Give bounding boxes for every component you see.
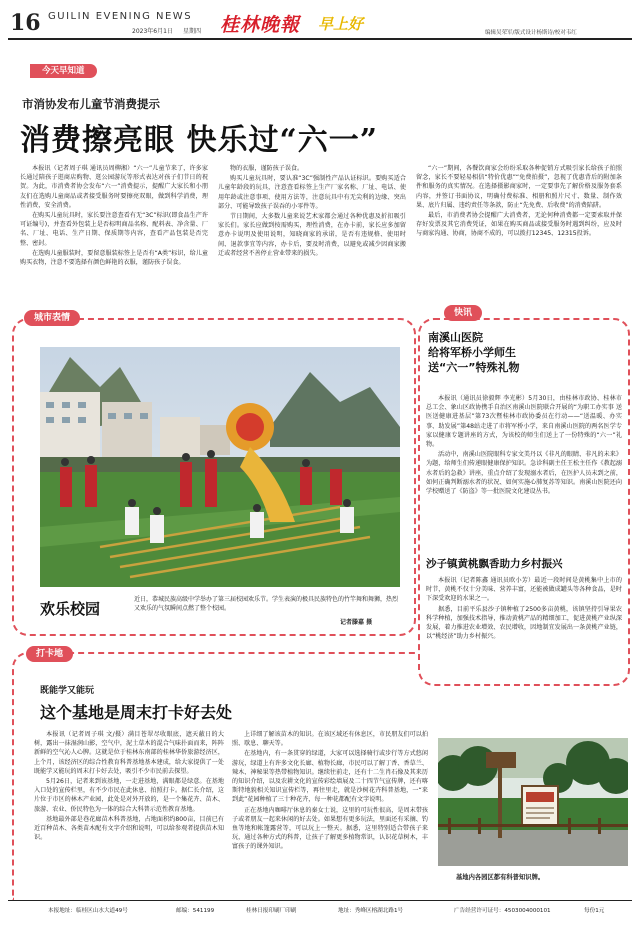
footer-postcode: 邮编：541199 bbox=[176, 908, 215, 914]
city-section-label: 城市表情 bbox=[24, 310, 80, 326]
park-illustration bbox=[438, 738, 628, 866]
photo-caption: 近日，恭城民族高级中学举办了第三届校园欢乐节。学生表演的极具民族特色的竹竿舞和舞狮，热烈又欢乐的气氛瞬间点燃了整个校园。 bbox=[134, 596, 399, 612]
masthead bbox=[0, 0, 640, 46]
title-line: 送“六一”特殊礼物 bbox=[428, 361, 520, 374]
checkin-subtitle: 既能学又能玩 bbox=[40, 686, 95, 696]
footer-printer-address: 地址：秀峰区榕湖北路1号 bbox=[338, 908, 404, 914]
paragraph: 在基地内，有一条贯穿的绿道，大家可以选择骑行或步行等方式悠闲游玩，绿道上有许多文化长廊、植物长廊，市民可以了解丁香、香草兰、辣木、神秘果等热带植物知识。继续往前走，还有十二生肖石像及其来历的知识介绍，以及农耕文化的宣传彩绘墙展及二十四节气宣传牌，还有喀斯特地貌相关知识宣传栏等，再往里走，就是沙树花卉科普基地，一“来到此”花园种植了三十种花卉，每一种花都配有文字说明。 bbox=[232, 750, 428, 804]
paragraph: 5月26日，记者来到该基地，一走进基地，满眼都是绿意。在基地入口处的宣传栏里，有不少市民在此休息、拍照打卡。据仁长介绍，这片位于市区的林木产业园，此处是对外开放的，是一个集花卉、苗木、旅游、农业、侨民特色为一体的综合大科普示范性教育基地。 bbox=[34, 778, 224, 813]
school-festival-photo bbox=[40, 347, 400, 587]
quick-story2-title: 沙子镇黄桃飘香助力乡村振兴 bbox=[426, 558, 563, 570]
footer-printer: 桂林日报印刷厂印刷 bbox=[246, 908, 297, 914]
checkin-headline: 这个基地是周末打卡好去处 bbox=[40, 703, 233, 722]
paragraph: “六一”期间，各餐饮商家会纷纷采取各种促销方式吸引家长给孩子拍照留念，家长不要轻易相信“特价优惠”“免费拍摄”，忽视了优惠背后的附加条件和服务的真实情况。在选择摄影商家时，一定要事先了解价格及服务套系内容，并签订书面协议，明确付费标准、相册和照片尺寸、数量、制作效果、底片归属、违约责任等条款，防止“先免费、后收费”的消费陷阱。 bbox=[416, 165, 622, 209]
top-story-col1 bbox=[20, 164, 208, 290]
page-number: 16 bbox=[10, 10, 41, 36]
paragraph: 据悉，目前平乐县沙子镇种植了2500多亩黄桃，该镇坚持引导果农科学种植，加强技术指导，推动黄桃产品的精细加工，促进黄桃产业纵深发展，着力推进农业增效、农民增收，因地制宜发展出一条黄桃产业链，以“桃经济”助力乡村振兴。 bbox=[426, 605, 622, 641]
top-subtitle: 市消协发布儿童节消费提示 bbox=[22, 97, 160, 111]
checkin-col1 bbox=[34, 730, 224, 898]
paragraph: 在选购儿童服装时，要留意服装标签上是否有“A类”标识，给儿童购买衣物，注意不要选择有颜色鲜艳的衣服，谨防孩子误食。 bbox=[20, 249, 208, 267]
paragraph: 本报讯（记者周子琪 文/摄）满目苍翠尽收眼底，遮天蔽日的大树，露出一抹湿润山影，空气中，泥土草木的混合气味扑面而来，阵阵新鲜的空气沁人心脾。这就是位于桂林东南部的桂林华侨旅游经济区，上个月，该经济区的综合性教育科普基地基本建成，给大家提供了一处既能学又能玩的周末打卡好去处，吸引不少市民前去探望。 bbox=[34, 731, 224, 775]
footer-rule bbox=[8, 900, 632, 901]
checkin-col2 bbox=[232, 730, 428, 898]
park-sign-photo bbox=[438, 738, 628, 866]
quick-section-label: 快讯 bbox=[444, 305, 482, 321]
paragraph: 本报讯（通讯员徐毅辉 李光彬）5月30日，由桂林市政协、桂林市总工会、象山区政协携手自治区南溪山医院联合开展的“为职工办实事 送医送健康进基层”第73次暨桂林市政协委员在行动——“送温暖、办实事、助发展”第48站走进了市将军桥小学，来自南溪山医院的两名医学专家以健康专题讲座的方式，为该校的师生们送上了一份特殊的“六一”礼物。 bbox=[426, 395, 622, 449]
title-line: 给将军桥小学师生 bbox=[428, 346, 516, 359]
paragraph: 在购买儿童玩具时，家长要注意查看有无“3C”标识(即食品生产许可证编号)，并查看外包装上是否标明商品名称、配料表、净含量、厂名、厂址、电话、生产日期、保质期等内容，查看产品包装是否完整、密封。 bbox=[20, 212, 208, 247]
paragraph: 物的衣服，谨防孩子误食。 bbox=[230, 165, 304, 172]
paragraph: 上详细了解该苗木的知识。在该区域还有休息区，市民朋友们可以拍照、歇息、聊天等。 bbox=[232, 731, 428, 748]
top-story-col2 bbox=[218, 164, 406, 290]
paragraph: 本报讯（记者陈鑫 通讯员欧小芳）最近一段时间是黄桃集中上市的时节，黄桃不仅十分美味、营养丰富，还能被做成罐头等各种食品，是时下深受欢迎的水果之一。 bbox=[426, 577, 622, 603]
header-rule bbox=[8, 38, 632, 40]
paragraph: 购买儿童玩具时，要认准“3C”强制性产品认证标识。要购买适合儿童年龄段的玩具，注意查看标签上生产厂家名称、厂址、电话、使用年龄或注意事项、使用方法等，注意玩具中有无尖利的边缘、突出部分、可能导致孩子误吞的小零件等。 bbox=[218, 175, 406, 210]
quick-story2-body bbox=[426, 576, 622, 680]
photo-credit: 记者滕嘉 摄 bbox=[340, 619, 373, 626]
footer-ad-license: 广告经营许可证号：4503004000101 bbox=[454, 908, 551, 914]
issue-weekday: 星期四 bbox=[183, 28, 202, 35]
paragraph: 正在基地内咖啡厅休息的秦女士说，这里的可玩性很高，是周末带孩子或者朋友一起来休闲的好去处。如果想有更多玩法，里面还有采摘、钓鱼等地和帐篷露营等，可以玩上一整天。据悉，这里特别适合带孩子来玩，通过各种方式的科普，让孩子了解更多植物常识，认识花草树木，丰富孩子的课外知识。 bbox=[232, 806, 428, 851]
editor-credits: 编辑吴荣军/版式设计杨斯诗/校对韦红 bbox=[485, 30, 577, 36]
footer-address: 本报地址：临桂区山水大道49号 bbox=[48, 908, 128, 914]
paper-name-en: GUILIN EVENING NEWS bbox=[48, 11, 193, 22]
photo-title: 欢乐校园 bbox=[40, 600, 101, 618]
paragraph: 最后，市消费者协会提醒广大消费者，无论何种消费都一定要索取并保存好发票及其它消费凭证，如果在购买商品或接受服务时遇到纠纷，应及时与商家沟通、协商，协商不成的，可以拨打12345、12315投诉。 bbox=[416, 212, 622, 238]
park-photo-caption: 基地内各园区都有科普知识牌。 bbox=[456, 874, 545, 881]
footer-bar bbox=[8, 904, 632, 918]
quick-story1-body bbox=[426, 394, 622, 534]
paragraph: 基地最外部是巷花廊苗木科普基地，占地面积约800亩，目前已有近百种苗木、各类苗木配有文字介绍和说明，可以给参观者提供苗木知识。 bbox=[34, 815, 224, 842]
top-headline: 消费擦亮眼 快乐过“六一” bbox=[20, 123, 378, 158]
paragraph: 本报讯（记者周子琪 通讯员周柳湘）“六一”儿童节来了，许多家长通过陪孩子逛商店购物、逛公园游玩等形式表达对孩子们节日的祝贺。为此，市消费者协会发布“六一”消费提示，提醒广大家长和小朋友们在选购儿童商品或者接受服务时要擦亮双眼，做到科学消费，理性消费，安全消费。 bbox=[20, 165, 208, 209]
quick-story1-title bbox=[428, 330, 519, 375]
section-name: 早上好 bbox=[318, 15, 364, 33]
checkin-section-label: 打卡地 bbox=[26, 646, 73, 662]
footer-price: 每份1元 bbox=[584, 908, 605, 914]
brand-logo: 桂林晚報 bbox=[220, 14, 301, 36]
lion-dance-illustration bbox=[40, 347, 400, 587]
issue-date: 2023年6月1日 bbox=[132, 28, 173, 35]
top-story-col3 bbox=[416, 164, 622, 290]
title-line: 南溪山医院 bbox=[428, 331, 483, 344]
kicker-tag: 今天早知道 bbox=[30, 64, 97, 78]
paragraph: 节日期间，大多数儿童来说艺术家都会通过各种优惠及折扣吸引家长们。家长应做到按需购买，理性消费，在办卡前，家长应多加留意办卡说明及使用说明，知晓商家的承诺，是否有违规格、使用时间、退款事宜等内容，办卡后，要及时消费，以避免或减少因商家搬迁或者经营不善停止营业带来的损失。 bbox=[218, 213, 406, 257]
paragraph: 活动中，南溪山医院眼科专家文美丹以《非凡的眼睛、非凡的未来》为题，给师生们传递眼健康保护知识。急诊科副主任王松主任作《教起溺水者后的急救》讲座，重点介绍了发现溺水者后，在医护人员未到之前，如何正确判断溺水者的状况、如何实施心肺复苏等知识。南溪山医院还向学校赠送了《防盗》等一批医院文化建设丛书。 bbox=[426, 451, 622, 496]
